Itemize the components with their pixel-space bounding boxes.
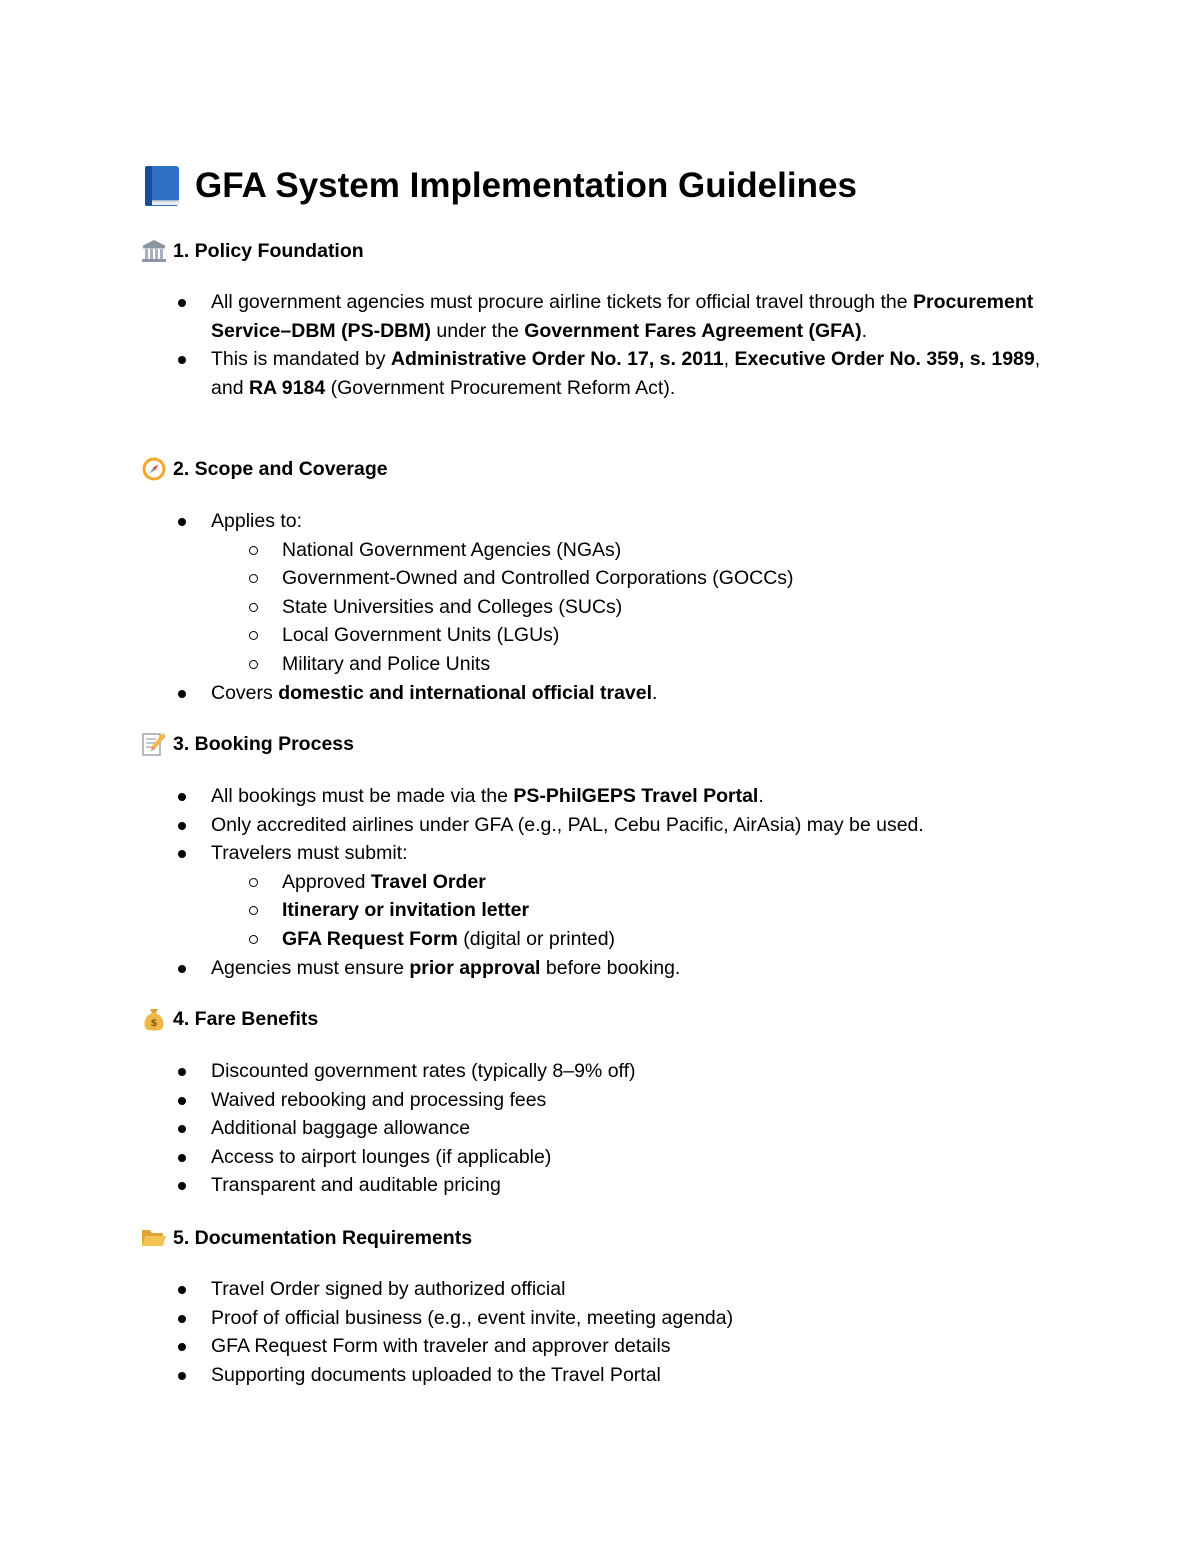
money-bag-icon: [141, 1006, 167, 1032]
sub-list-item: Local Government Units (LGUs): [282, 621, 1071, 650]
sub-list-item: Military and Police Units: [282, 650, 1071, 679]
sub-list-item: Approved Travel Order: [282, 868, 1071, 897]
classical-building-icon: [141, 238, 167, 264]
list-item: Additional baggage allowance: [211, 1114, 1071, 1143]
page-title: GFA System Implementation Guidelines: [195, 166, 857, 205]
list-item: Covers domestic and international official travel.: [211, 679, 1071, 708]
list-item: Access to airport lounges (if applicable): [211, 1143, 1071, 1172]
booking-list: [211, 782, 1071, 982]
document-title: [143, 162, 857, 210]
list-item: All government agencies must procure airline tickets for official travel through the Procurement Service–DBM (PS-DBM) under the Government Fares Agreement (GFA).: [211, 288, 1071, 345]
sub-list-item: Government-Owned and Controlled Corporations (GOCCs): [282, 564, 1071, 593]
fare-list: [211, 1057, 1071, 1200]
list-item: Only accredited airlines under GFA (e.g., PAL, Cebu Pacific, AirAsia) may be used.: [211, 811, 1071, 840]
scope-list: [211, 507, 1071, 707]
sub-list-item: Itinerary or invitation letter: [282, 896, 1071, 925]
compass-icon: [141, 456, 167, 482]
list-item: Travel Order signed by authorized official: [211, 1275, 1071, 1304]
policy-list: [211, 288, 1071, 402]
svg-text:$: $: [150, 1018, 158, 1029]
memo-icon: [141, 731, 167, 757]
list-item: Transparent and auditable pricing: [211, 1171, 1071, 1200]
section-heading-scope: [141, 455, 388, 483]
section-title: 2. Scope and Coverage: [173, 458, 388, 480]
list-item: Agencies must ensure prior approval before booking.: [211, 954, 1071, 983]
section-heading-booking: [141, 730, 354, 758]
list-item: Applies to: National Government Agencies (NGAs) Government-Owned and Controlled Corporations (GOCCs) State Universities and Colleges (SUCs) Local Government Units (LGUs) Military and Police Units: [211, 507, 1071, 679]
section-title: 3. Booking Process: [173, 733, 354, 755]
section-title: 5. Documentation Requirements: [173, 1227, 473, 1249]
section-heading-documentation: [141, 1224, 472, 1252]
section-heading-fare: [141, 1005, 318, 1033]
list-item: Discounted government rates (typically 8–9% off): [211, 1057, 1071, 1086]
open-folder-icon: [141, 1225, 167, 1251]
sub-list-item: State Universities and Colleges (SUCs): [282, 593, 1071, 622]
section-title: 1. Policy Foundation: [173, 240, 364, 262]
list-item: Travelers must submit: Approved Travel Order Itinerary or invitation letter GFA Request Form (digital or printed): [211, 839, 1071, 953]
list-item: Supporting documents uploaded to the Travel Portal: [211, 1361, 1071, 1390]
section-heading-policy: [141, 237, 364, 265]
blue-book-icon: [143, 165, 183, 207]
list-item: Waived rebooking and processing fees: [211, 1086, 1071, 1115]
list-item: This is mandated by Administrative Order No. 17, s. 2011, Executive Order No. 359, s. 1989, and RA 9184 (Government Procurement Reform Act).: [211, 345, 1071, 402]
sub-list-item: GFA Request Form (digital or printed): [282, 925, 1071, 954]
sub-list: [211, 868, 1071, 954]
sub-list: [211, 536, 1071, 679]
documentation-list: [211, 1275, 1071, 1389]
list-item: GFA Request Form with traveler and approver details: [211, 1332, 1071, 1361]
list-item: Proof of official business (e.g., event invite, meeting agenda): [211, 1304, 1071, 1333]
section-title: 4. Fare Benefits: [173, 1008, 319, 1030]
sub-list-item: National Government Agencies (NGAs): [282, 536, 1071, 565]
list-item: All bookings must be made via the PS-PhilGEPS Travel Portal.: [211, 782, 1071, 811]
